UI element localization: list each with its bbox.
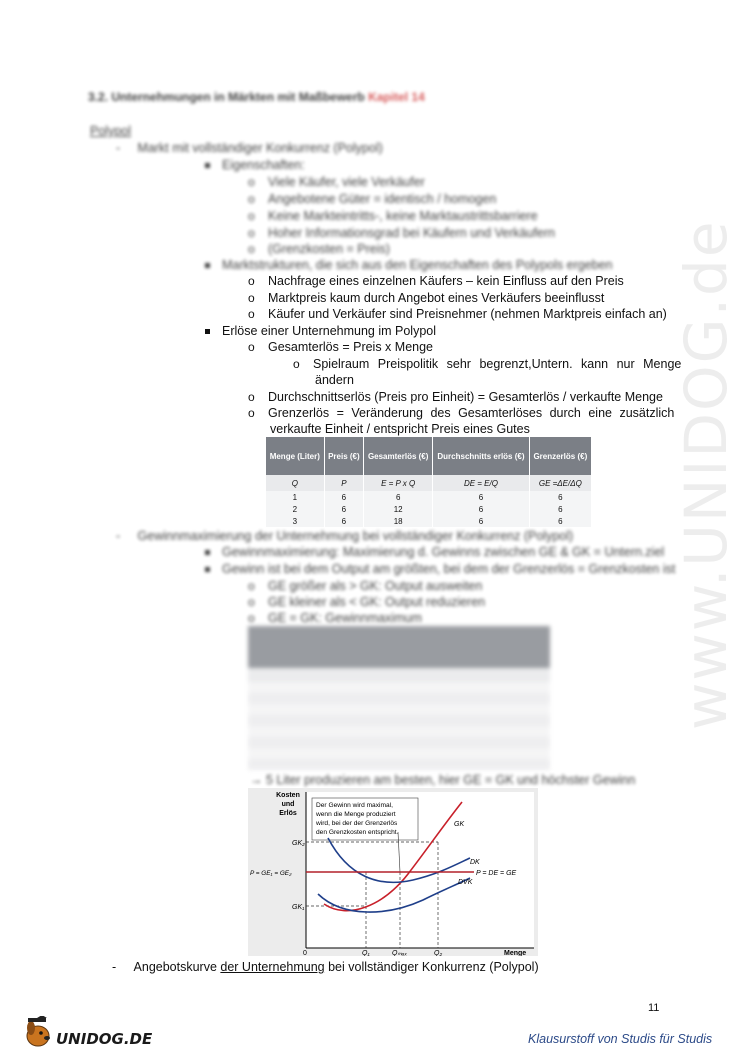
- section-heading: [88, 90, 425, 104]
- table-header: Gesamterlös (€): [364, 437, 433, 475]
- table-cell: 6: [324, 503, 364, 515]
- label-peq: P = GE₁ = GE₂: [250, 870, 292, 877]
- blurred-item-3-text: Keine Markteintritts-, keine Marktaustrittsbarriere: [268, 209, 538, 223]
- blurred-item-4: o Hoher Informationsgrad bei Käufern und Verkäufern: [248, 226, 555, 240]
- chart-svg: [248, 788, 538, 956]
- blurred-level2-text: Eigenschaften:: [222, 158, 305, 172]
- label-q2: Q₂: [434, 950, 443, 956]
- table-cell: 1: [266, 491, 324, 503]
- angebot-underlined: der Unternehmung: [220, 960, 325, 974]
- blurred-item-5: o (Grenzkosten = Preis): [248, 242, 390, 256]
- item-spielraum: o Spielraum Preispolitik sehr begrenzt,Untern. kann nur Menge: [293, 357, 682, 371]
- table-header: Preis (€): [324, 437, 364, 475]
- table-cell: 6: [529, 491, 591, 503]
- label-qmax: Qₘₐₓ: [392, 950, 407, 956]
- logo-text: UNIDOG.DE: [56, 1030, 152, 1048]
- page-number: 11: [648, 1002, 660, 1014]
- table-cell: P: [324, 475, 364, 491]
- label-gk1: GK₁: [292, 904, 305, 911]
- table-cell: 3: [266, 515, 324, 527]
- ylabel-line2: und: [281, 801, 295, 808]
- cost-revenue-chart: [248, 788, 538, 956]
- blurred-item-2: o Angebotene Güter = identisch / homogen: [248, 192, 497, 206]
- blurred-item-3: o Keine Markteintritts-, keine Marktaustrittsbarriere: [248, 209, 538, 223]
- item-marktpreis-text: Marktpreis kaum durch Angebot eines Verkäufers beeinflusst: [268, 291, 605, 305]
- ylabel-line3: Erlös: [279, 810, 297, 817]
- label-zero: 0: [303, 950, 307, 956]
- erloese-title-text: Erlöse einer Unternehmung im Polypol: [222, 324, 436, 338]
- watermark: www.UNIDOG.de: [672, 219, 740, 730]
- erloese-title: [205, 324, 436, 338]
- blurred-o3-text: GE = GK: Gewinnmaximum: [268, 611, 422, 625]
- item-marktpreis: o Marktpreis kaum durch Angebot eines Verkäufers beeinflusst: [248, 291, 605, 305]
- blurred-item-5-text: (Grenzkosten = Preis): [268, 242, 390, 256]
- table-header: Durchschnitts erlös (€): [433, 437, 529, 475]
- blurred-item-4-text: Hoher Informationsgrad bei Käufern und Verkäufern: [268, 226, 555, 240]
- table-cell: Q: [266, 475, 324, 491]
- section-title: Polypol: [90, 124, 131, 138]
- table-row: [266, 515, 592, 527]
- blurred-gewinnmax-a: [205, 545, 664, 559]
- item-nachfrage: o Nachfrage eines einzelnen Käufers – kein Einfluss auf den Preis: [248, 274, 624, 288]
- blurred-gewinnmax-b: [205, 562, 675, 576]
- item-gesamterloes: o Gesamterlös = Preis x Menge: [248, 340, 433, 354]
- item-spielraum-line2: ändern: [315, 373, 354, 387]
- table-cell: E = P x Q: [364, 475, 433, 491]
- table-cell: 6: [433, 503, 529, 515]
- table-cell: GE =ΔE/ΔQ: [529, 475, 591, 491]
- item-grenzerloes-line2: verkaufte Einheit / entspricht Preis eines Gutes: [270, 422, 530, 436]
- blurred-o2: o GE kleiner als < GK: Output reduzieren: [248, 595, 486, 609]
- blurred-o3: o GE = GK: Gewinnmaximum: [248, 611, 422, 625]
- item-durchschnitt-text: Durchschnittserlös (Preis pro Einheit) = Gesamterlös / verkaufte Menge: [268, 390, 663, 404]
- tagline: Klausurstoff von Studis für Studis: [528, 1032, 713, 1046]
- label-p: P = DE = GE: [476, 870, 517, 877]
- ylabel-line1: Kosten: [276, 792, 300, 799]
- blurred-gewinnmax-a-text: Gewinnmaximierung: Maximierung d. Gewinns zwischen GE & GK = Untern.ziel: [222, 545, 665, 559]
- item-nachfrage-text: Nachfrage eines einzelnen Käufers – kein Einfluss auf den Preis: [268, 274, 624, 288]
- item-durchschnitt: o Durchschnittserlös (Preis pro Einheit) = Gesamterlös / verkaufte Menge: [248, 390, 663, 404]
- blurred-gewinnmax: - Gewinnmaximierung der Unternehmung bei vollständiger Konkurrenz (Polypol): [116, 529, 574, 543]
- item-gesamterloes-text: Gesamterlös = Preis x Menge: [268, 340, 433, 354]
- table-cell: 6: [324, 491, 364, 503]
- heading-text: 3.2. Unternehmungen in Märkten mit Maßbewerb: [88, 90, 365, 104]
- blurred-level2: [205, 158, 305, 172]
- table-header: Menge (Liter): [266, 437, 324, 475]
- table-cell: 6: [364, 491, 433, 503]
- label-q1: Q₁: [362, 950, 370, 956]
- blurred-partial: [205, 258, 613, 272]
- blurred-item-1-text: Viele Käufer, viele Verkäufer: [268, 175, 425, 189]
- table-cell: 6: [433, 491, 529, 503]
- table-row: [266, 491, 592, 503]
- heading-chapter: Kapitel 14: [368, 90, 425, 104]
- label-menge: Menge: [504, 950, 527, 956]
- table-header: Grenzerlös (€): [529, 437, 591, 475]
- blurred-level1-text: Markt mit vollständiger Konkurrenz (Polypol): [137, 141, 383, 155]
- profit-table-blurred: [248, 626, 550, 770]
- blurred-level1: - Markt mit vollständiger Konkurrenz (Polypol): [116, 141, 383, 155]
- angebotskurve-item: - Angebotskurve der Unternehmung bei vollständiger Konkurrenz (Polypol): [112, 960, 539, 974]
- angebot-prefix: Angebotskurve: [133, 960, 221, 974]
- table-cell: 6: [529, 503, 591, 515]
- item-grenzerloes-line1: Grenzerlös = Veränderung des Gesamterlöses durch eine zusätzlich: [268, 406, 675, 420]
- annotation-line: Der Gewinn wird maximal,: [316, 802, 393, 809]
- angebot-suffix: bei vollständiger Konkurrenz (Polypol): [324, 960, 539, 974]
- blurred-item-2-text: Angebotene Güter = identisch / homogen: [268, 192, 497, 206]
- item-preisnehmer: o Käufer und Verkäufer sind Preisnehmer (nehmen Marktpreis einfach an): [248, 307, 667, 321]
- blurred-o2-text: GE kleiner als < GK: Output reduzieren: [268, 595, 486, 609]
- blurred-gewinnmax-text: Gewinnmaximierung der Unternehmung bei vollständiger Konkurrenz (Polypol): [137, 529, 574, 543]
- item-grenzerloes: o Grenzerlös = Veränderung des Gesamterlöses durch eine zusätzlich: [248, 406, 675, 420]
- label-gk2: GK₂: [292, 840, 305, 847]
- table-cell: 12: [364, 503, 433, 515]
- table-symbol-row: [266, 475, 592, 491]
- revenue-table: [266, 437, 592, 527]
- blurred-o1: o GE größer als > GK: Output ausweiten: [248, 579, 483, 593]
- table-cell: 18: [364, 515, 433, 527]
- annotation-line: wird, bei der der Grenzerlös: [316, 820, 398, 827]
- annotation-line: den Grenzkosten entspricht.: [316, 829, 399, 836]
- blurred-item-1: o Viele Käufer, viele Verkäufer: [248, 175, 425, 189]
- blurred-conclusion: → 5 Liter produzieren am besten, hier GE = GK und höchster Gewinn: [250, 773, 636, 787]
- table-cell: 6: [433, 515, 529, 527]
- table-cell: DE = E/Q: [433, 475, 529, 491]
- table-cell: 2: [266, 503, 324, 515]
- blurred-partial-text: Marktstrukturen, die sich aus den Eigenschaften des Polypols ergeben: [222, 258, 613, 272]
- blurred-gewinnmax-b-text: Gewinn ist bei dem Output am größten, bei dem der Grenzerlös = Grenzkosten ist: [222, 562, 676, 576]
- annotation-line: wenn die Menge produziert: [316, 811, 396, 818]
- unidog-logo: [22, 1016, 152, 1055]
- blurred-o1-text: GE größer als > GK: Output ausweiten: [268, 579, 483, 593]
- label-gk: GK: [454, 821, 465, 828]
- table-cell: 6: [324, 515, 364, 527]
- item-spielraum-line1: Spielraum Preispolitik sehr begrenzt,Untern. kann nur Menge: [313, 357, 682, 371]
- label-dk: DK: [470, 859, 480, 866]
- table-cell: 6: [529, 515, 591, 527]
- item-preisnehmer-text: Käufer und Verkäufer sind Preisnehmer (nehmen Marktpreis einfach an): [268, 307, 667, 321]
- table-header-row: [266, 437, 592, 475]
- dog-icon: [22, 1016, 152, 1052]
- table-row: [266, 503, 592, 515]
- label-dvk: DVK: [458, 879, 473, 886]
